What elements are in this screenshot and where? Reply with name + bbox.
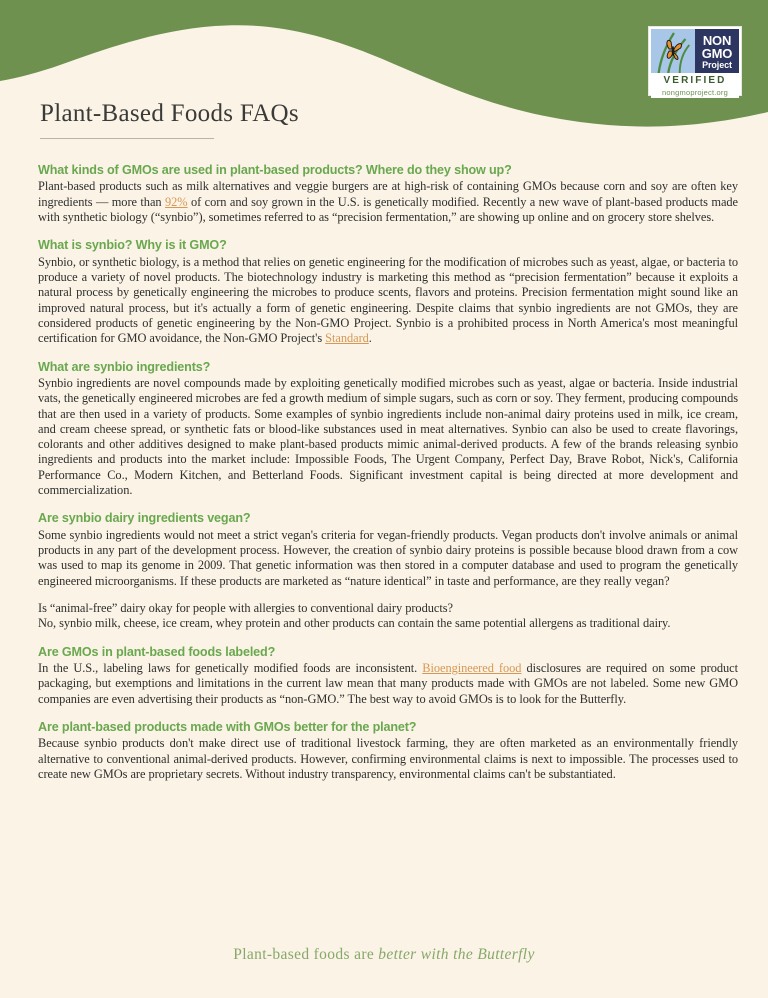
inline-link[interactable]: 92% xyxy=(164,194,188,209)
text-run: of corn and soy grown in the U.S. is genetically modified. Recently a new wave of plant-based products made with synthetic biology (“synbio”), sometimes referred to as “precision fermentation,” are showing up online and on grocery store shelves. xyxy=(38,194,738,224)
text-run: disclosures are required on some product packaging, but exemptions and limitations in the current law mean that many products made with GMOs are not labeled. Some new GMO companies are even advertising their products as “non-GMO.” The best way to avoid GMOs is to look for the Butterfly. xyxy=(38,660,738,706)
page-title: Plant-Based Foods FAQs xyxy=(40,100,299,127)
text-run: In the U.S., labeling laws for genetically modified foods are inconsistent. xyxy=(38,660,423,675)
faq-answer-paragraph xyxy=(38,376,738,499)
faq-item xyxy=(38,645,738,707)
faq-item xyxy=(38,720,738,782)
text-run: No, synbio milk, cheese, ice cream, whey protein and other products can contain the same potential allergens as traditional dairy. xyxy=(38,616,671,631)
faq-item xyxy=(38,238,738,346)
faq-question: What are synbio ingredients? xyxy=(38,359,211,374)
text-run: . xyxy=(368,331,372,346)
faq-question: Are synbio dairy ingredients vegan? xyxy=(38,511,251,526)
faq-item xyxy=(38,163,738,225)
footer xyxy=(0,946,768,964)
inline-link[interactable]: Bioengineered food xyxy=(422,660,522,675)
text-run: Synbio, or synthetic biology, is a method that relies on genetic engineering for the modification of microbes such as yeast, algae, or bacteria to produce a variety of novel products. The biotechnology industry is marketing this method as “precision fermentation” because it exploits a natural process by genetically engineering the microbes to produce scents, flavors and proteins. Precision fermentation might sound like an improved natural process, but it's actually a form of genetic engineering. Despite claims that synbio ingredients are not GMOs, they are considered products of genetic engineering by the Non-GMO Project. Synbio is a prohibited process in North America's most meaningful certification for GMO avoidance, the Non-GMO Project's xyxy=(38,254,738,346)
faq-question: Are plant-based products made with GMOs better for the planet? xyxy=(38,719,417,734)
faq-answer-paragraph xyxy=(38,179,738,225)
logo-wordmark xyxy=(695,29,739,73)
text-run: Plant-based products such as milk alternatives and veggie burgers are at high-risk of containing GMOs because corn and soy are often key ingredients — more than xyxy=(38,179,738,209)
logo-line-non: NON xyxy=(702,32,732,48)
text-run: Because synbio products don't make direct use of traditional livestock farming, they are often marketed as an environmentally friendly alternative to conventional animal-derived products. However, confirming environmental claims is next to impossible. The processes used to create new GMOs are proprietary secrets. Without industry transparency, environmental claims can't be substantiated. xyxy=(38,736,738,781)
faq-answer-paragraph xyxy=(38,601,738,616)
paragraph-spacer xyxy=(38,589,738,601)
logo-line-gmo: GMO xyxy=(701,45,733,61)
non-gmo-project-verified-logo xyxy=(648,26,742,96)
title-divider xyxy=(40,138,214,139)
page-title-block xyxy=(40,100,299,139)
faq-item xyxy=(38,511,738,631)
text-run: Synbio ingredients are novel compounds made by exploiting genetically modified microbes such as yeast, algae or bacteria. Inside industrial vats, the genetically engineered microbes are fed a growth medium of simple sugars, such as corn or soy. They ferment, producing compounds that are then used in a variety of products. Some examples of synbio ingredients include non-animal dairy proteins used in milk, ice cream, and cream cheese spread, or synthetic fats or blood-like substances used in meat alternatives. Synbio can also be used to create flavorings, colorants and other additives designed to make plant-based products mimic animal-derived products. A few of the brands releasing synbio ingredients and products into the market include: Impossible Foods, The Urgent Company, Perfect Day, Brave Robot, Nick's, California Performance Co., Modern Kitchen, and Betterland Foods. Significant investment capital is being directed at more development and commercialization. xyxy=(38,375,738,498)
logo-verified-text: VERIFIED xyxy=(651,73,739,88)
faq-item xyxy=(38,360,738,499)
faq-question: What is synbio? Why is it GMO? xyxy=(38,238,227,253)
faq-answer-paragraph xyxy=(38,616,738,631)
footer-tagline-plain: Plant-based foods are xyxy=(233,946,379,963)
faq-question: Are GMOs in plant-based foods labeled? xyxy=(38,644,276,659)
logo-line-project: Project xyxy=(702,59,732,70)
butterfly-icon xyxy=(651,29,695,73)
faq-content xyxy=(38,163,738,782)
faq-answer-paragraph xyxy=(38,255,738,347)
text-run: Is “animal-free” dairy okay for people with allergies to conventional dairy products? xyxy=(38,601,453,615)
logo-website-url: nongmoproject.org xyxy=(651,88,739,98)
footer-tagline-italic: better with the Butterfly xyxy=(378,946,535,963)
faq-answer-paragraph xyxy=(38,661,738,707)
faq-answer-paragraph xyxy=(38,736,738,782)
footer-tagline xyxy=(0,946,768,964)
faq-question: What kinds of GMOs are used in plant-based products? Where do they show up? xyxy=(38,163,512,177)
inline-link[interactable]: Standard xyxy=(325,331,369,346)
faq-answer-paragraph xyxy=(38,528,738,589)
text-run: Some synbio ingredients would not meet a strict vegan's criteria for vegan-friendly products. Vegan products don't involve animals or animal products in any part of the development process. However, the creation of synbio dairy proteins is possible because blood drawn from a cow was used to map its genome in 2009. That genetic information was then stored in a computer database and used to program the genetically engineered microorganisms. If these products are marketed as “nature identical” in taste and performance, are they really vegan? xyxy=(38,527,738,588)
